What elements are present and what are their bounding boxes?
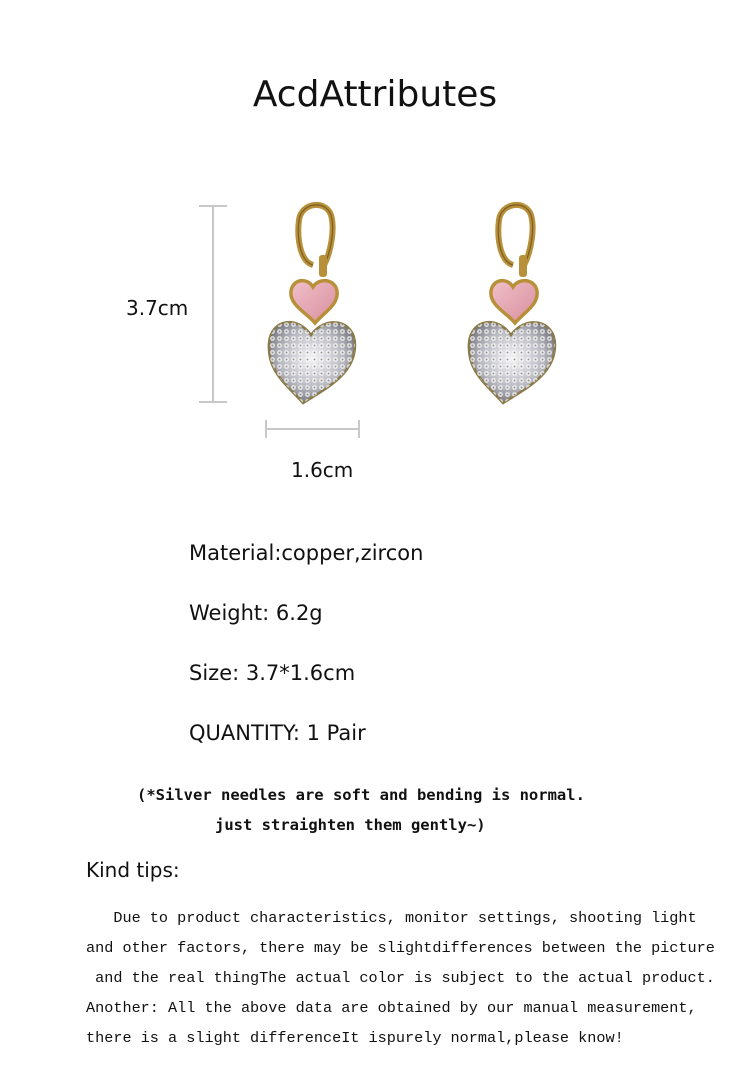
width-dimension-marker (265, 420, 360, 438)
spec-material: Material:copper,zircon (189, 541, 424, 565)
kind-tips-title: Kind tips: (86, 858, 180, 882)
kind-tips-line: and other factors, there may be slightdifferences between the picture (86, 939, 715, 957)
note-line-1: (*Silver needles are soft and bending is normal. (137, 786, 585, 804)
height-label: 3.7cm (126, 296, 189, 320)
kind-tips-line: Due to product characteristics, monitor settings, shooting light (86, 909, 697, 927)
earring-left-image (255, 195, 375, 405)
kind-tips-body (86, 906, 726, 1056)
width-marker-right-cap (358, 420, 360, 438)
note-line-2: just straighten them gently~) (215, 816, 486, 834)
earring-right-image (455, 195, 575, 405)
width-marker-line (265, 428, 360, 430)
kind-tips-line: there is a slight differenceIt ispurely normal,please know! (86, 1029, 624, 1047)
width-label: 1.6cm (291, 458, 354, 482)
kind-tips-line: Another: All the above data are obtained by our manual measurement, (86, 999, 697, 1017)
spec-size: Size: 3.7*1.6cm (189, 661, 356, 685)
spec-quantity: QUANTITY: 1 Pair (189, 721, 366, 745)
height-marker-line (212, 205, 214, 403)
page-title: AcdAttributes (252, 74, 498, 115)
kind-tips-line: and the real thingThe actual color is subject to the actual product. (86, 969, 715, 987)
height-marker-bottom-cap (199, 401, 227, 403)
height-dimension-marker (199, 205, 227, 403)
spec-weight: Weight: 6.2g (189, 601, 323, 625)
